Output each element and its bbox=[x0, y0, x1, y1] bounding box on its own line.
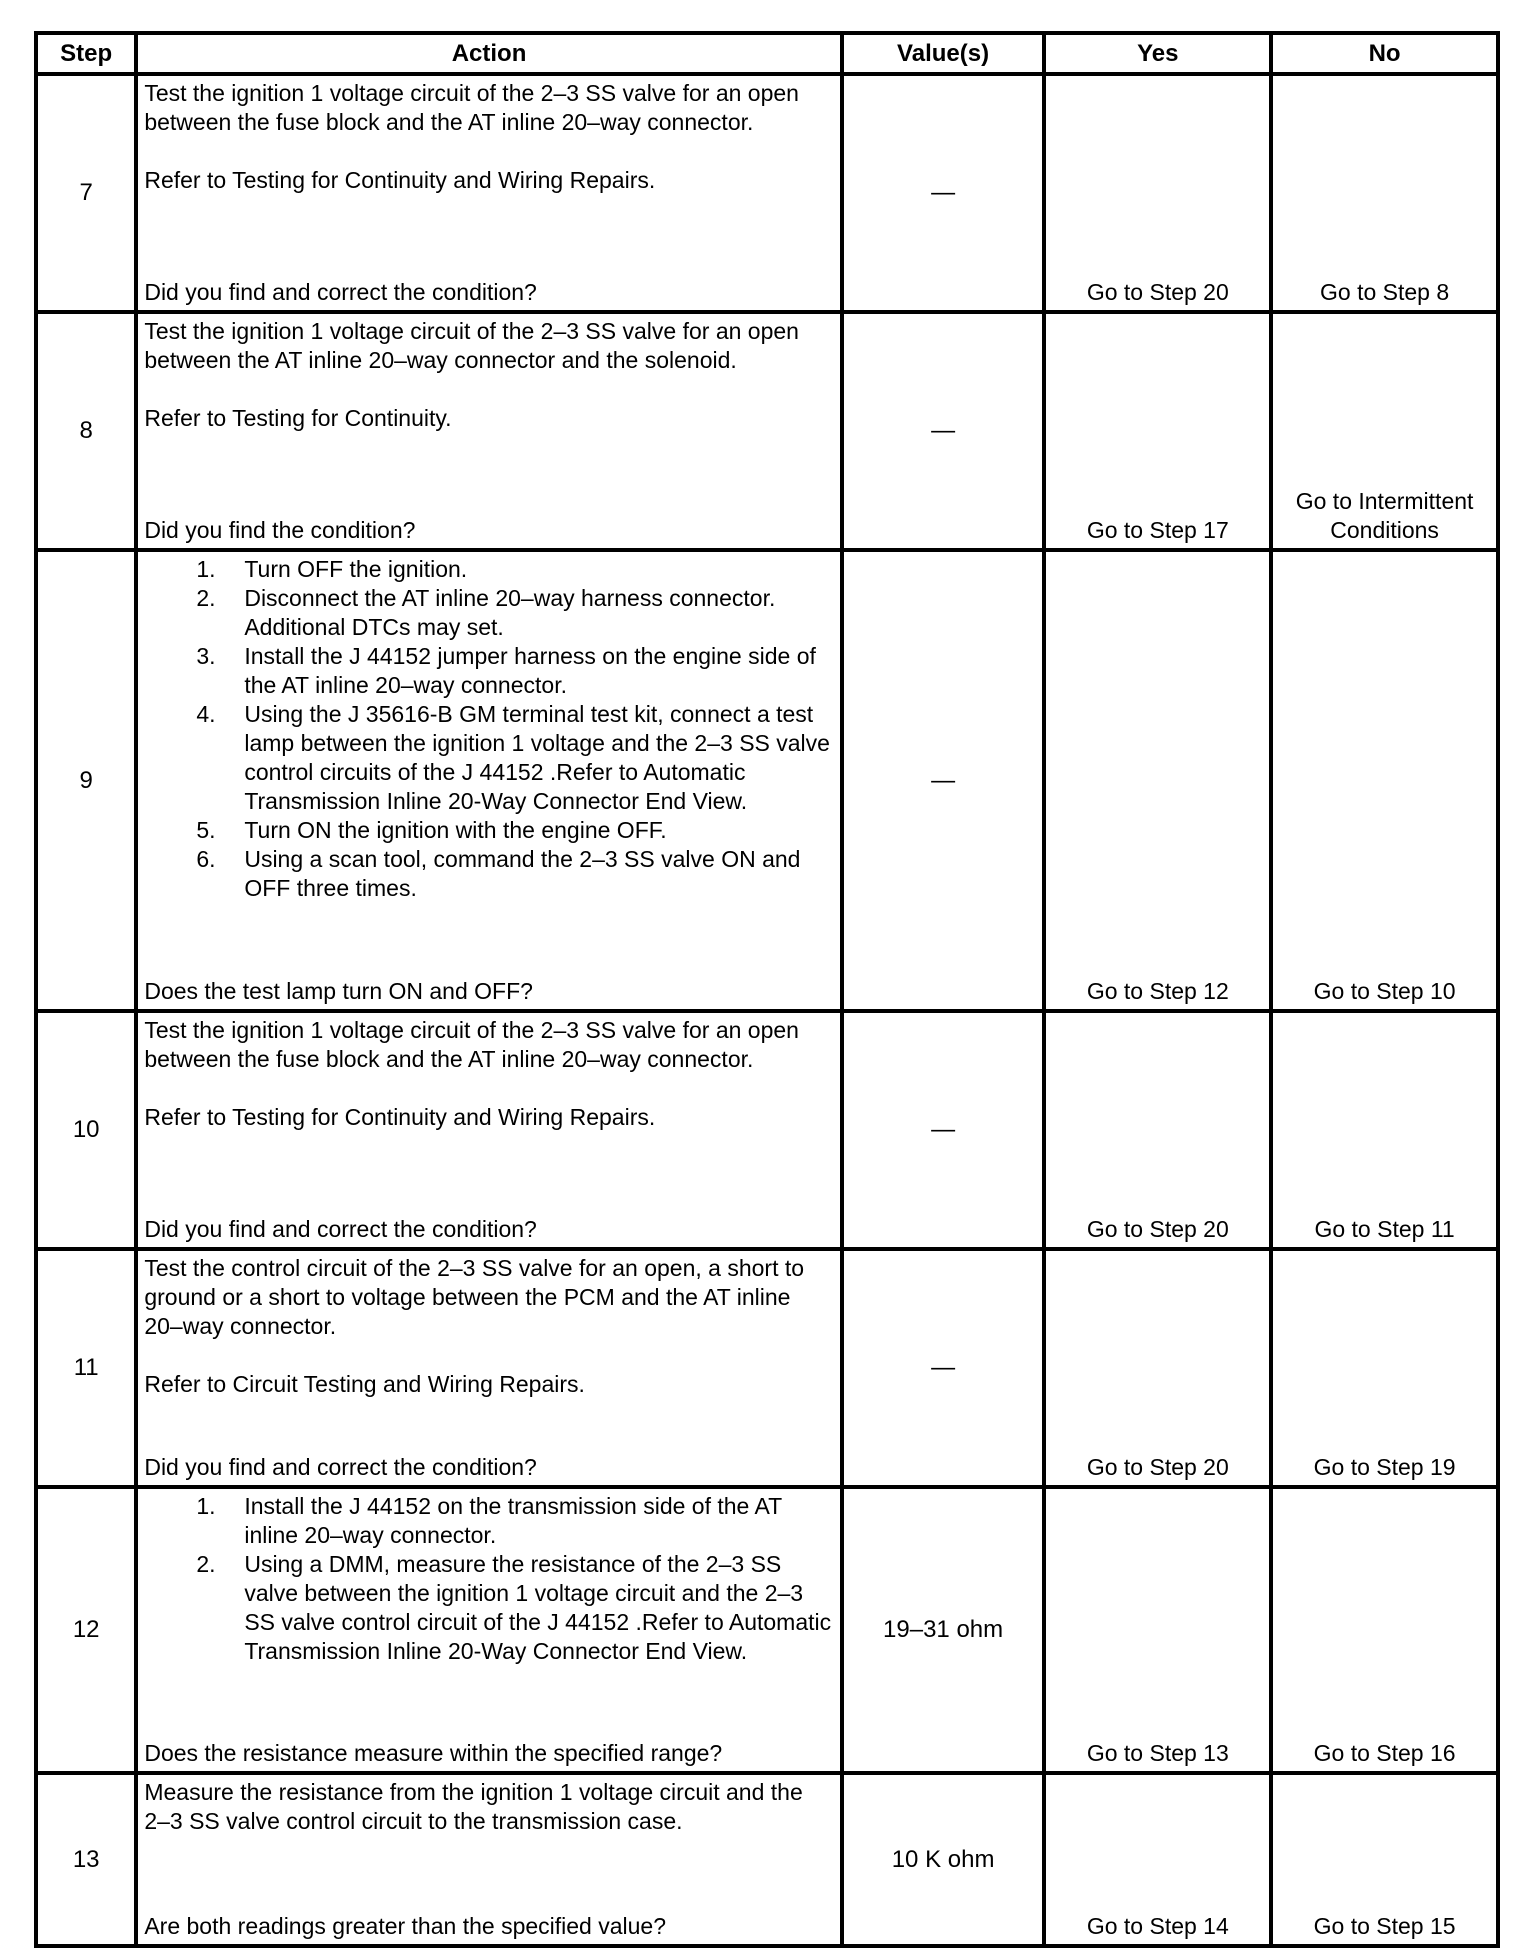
action-list bbox=[144, 1492, 833, 1666]
action-cell bbox=[136, 312, 841, 550]
action-question: Did you find and correct the condition? bbox=[144, 279, 537, 305]
yes-cell: Go to Step 20 bbox=[1044, 1249, 1271, 1487]
step-number: 9 bbox=[36, 550, 136, 1011]
yes-cell: Go to Step 17 bbox=[1044, 312, 1271, 550]
action-text: Measure the resistance from the ignition 1 voltage circuit and the 2–3 SS valve control circuit to the transmission case. bbox=[144, 1779, 803, 1834]
table-row bbox=[36, 1011, 1498, 1249]
header-row bbox=[36, 33, 1498, 74]
action-list bbox=[144, 555, 833, 903]
list-item: 1. Turn OFF the ignition. bbox=[196, 556, 468, 582]
value-cell: — bbox=[842, 74, 1045, 312]
table-row bbox=[36, 550, 1498, 1011]
table-row bbox=[36, 74, 1498, 312]
action-text: Refer to Testing for Continuity and Wiring Repairs. bbox=[144, 1104, 656, 1130]
action-cell bbox=[136, 74, 841, 312]
table-row bbox=[36, 1249, 1498, 1487]
no-cell: Go to Step 11 bbox=[1271, 1011, 1498, 1249]
header-values: Value(s) bbox=[842, 33, 1045, 74]
no-cell: Go to Step 10 bbox=[1271, 550, 1498, 1011]
action-question: Does the resistance measure within the specified range? bbox=[144, 1740, 723, 1766]
action-question: Does the test lamp turn ON and OFF? bbox=[144, 978, 533, 1004]
no-cell: Go to Step 19 bbox=[1271, 1249, 1498, 1487]
no-cell: Go to Step 15 bbox=[1271, 1773, 1498, 1946]
action-question: Are both readings greater than the specified value? bbox=[144, 1913, 667, 1939]
list-item: 2. Using a DMM, measure the resistance of the 2–3 SS valve between the ignition 1 voltage circuit and the 2–3 SS valve control circuit of the J 44152 .Refer to Automatic Transmission Inline 20-Way Connector End View. bbox=[196, 1551, 832, 1664]
action-question: Did you find the condition? bbox=[144, 517, 416, 543]
action-cell bbox=[136, 1773, 841, 1946]
header-step: Step bbox=[36, 33, 136, 74]
action-text: Refer to Circuit Testing and Wiring Repairs. bbox=[144, 1371, 585, 1397]
action-text: Test the control circuit of the 2–3 SS valve for an open, a short to ground or a short to voltage between the PCM and the AT inline 20–way connector. bbox=[144, 1255, 805, 1339]
action-cell bbox=[136, 1487, 841, 1773]
yes-cell: Go to Step 12 bbox=[1044, 550, 1271, 1011]
value-cell: 19–31 ohm bbox=[842, 1487, 1045, 1773]
diagnostic-table bbox=[34, 31, 1500, 1948]
list-item: 6. Using a scan tool, command the 2–3 SS valve ON and OFF three times. bbox=[196, 846, 801, 901]
list-item: 5. Turn ON the ignition with the engine OFF. bbox=[196, 817, 667, 843]
list-item: 4. Using the J 35616-B GM terminal test kit, connect a test lamp between the ignition 1 voltage and the 2–3 SS valve control circuits of the J 44152 .Refer to Automatic Transmission Inline 20-Way Connector End View. bbox=[196, 701, 830, 814]
step-number: 12 bbox=[36, 1487, 136, 1773]
action-question: Did you find and correct the condition? bbox=[144, 1216, 537, 1242]
yes-cell: Go to Step 13 bbox=[1044, 1487, 1271, 1773]
value-cell: — bbox=[842, 1249, 1045, 1487]
value-cell: — bbox=[842, 312, 1045, 550]
no-cell: Go to Intermittent Conditions bbox=[1271, 312, 1498, 550]
action-cell bbox=[136, 550, 841, 1011]
action-cell bbox=[136, 1249, 841, 1487]
step-number: 10 bbox=[36, 1011, 136, 1249]
step-number: 11 bbox=[36, 1249, 136, 1487]
no-cell: Go to Step 8 bbox=[1271, 74, 1498, 312]
yes-cell: Go to Step 20 bbox=[1044, 1011, 1271, 1249]
value-cell: 10 K ohm bbox=[842, 1773, 1045, 1946]
step-number: 7 bbox=[36, 74, 136, 312]
value-cell: — bbox=[842, 1011, 1045, 1249]
action-cell bbox=[136, 1011, 841, 1249]
table-row bbox=[36, 312, 1498, 550]
step-number: 13 bbox=[36, 1773, 136, 1946]
action-text: Test the ignition 1 voltage circuit of the 2–3 SS valve for an open between the AT inline 20–way connector and the solenoid. bbox=[144, 318, 799, 373]
action-text: Refer to Testing for Continuity. bbox=[144, 405, 452, 431]
action-question: Did you find and correct the condition? bbox=[144, 1454, 537, 1480]
list-item: 1. Install the J 44152 on the transmission side of the AT inline 20–way connector. bbox=[196, 1493, 782, 1548]
action-text: Test the ignition 1 voltage circuit of the 2–3 SS valve for an open between the fuse block and the AT inline 20–way connector. bbox=[144, 80, 799, 135]
no-cell: Go to Step 16 bbox=[1271, 1487, 1498, 1773]
table-row bbox=[36, 1773, 1498, 1946]
header-action: Action bbox=[136, 33, 841, 74]
action-text: Refer to Testing for Continuity and Wiring Repairs. bbox=[144, 167, 656, 193]
list-item: 3. Install the J 44152 jumper harness on the engine side of the AT inline 20–way connector. bbox=[196, 643, 816, 698]
step-number: 8 bbox=[36, 312, 136, 550]
action-text: Test the ignition 1 voltage circuit of the 2–3 SS valve for an open between the fuse block and the AT inline 20–way connector. bbox=[144, 1017, 799, 1072]
value-cell: — bbox=[842, 550, 1045, 1011]
list-item: 2. Disconnect the AT inline 20–way harness connector. Additional DTCs may set. bbox=[196, 585, 776, 640]
header-yes: Yes bbox=[1044, 33, 1271, 74]
yes-cell: Go to Step 20 bbox=[1044, 74, 1271, 312]
table-row bbox=[36, 1487, 1498, 1773]
yes-cell: Go to Step 14 bbox=[1044, 1773, 1271, 1946]
header-no: No bbox=[1271, 33, 1498, 74]
